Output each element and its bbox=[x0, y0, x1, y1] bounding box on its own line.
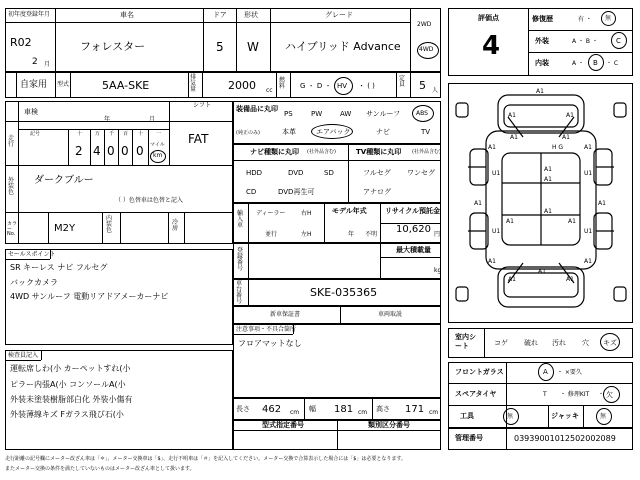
cert-manual: 車両取説 bbox=[378, 311, 403, 318]
disp-unit: cc bbox=[266, 87, 273, 94]
vehicle-box bbox=[5, 101, 233, 244]
sheet-scratch: キズ bbox=[603, 339, 617, 347]
name-title: 車名 bbox=[120, 11, 134, 19]
diagram-label-3: A1 bbox=[566, 112, 574, 119]
cap-unit: 人 bbox=[432, 87, 439, 94]
diagram-label-23: A1 bbox=[538, 268, 546, 275]
footer-line-2: またメーター交換の条件を満たしていないものはメーター改ざん車として扱います。 bbox=[5, 466, 195, 472]
diagram-label-10: A1 bbox=[474, 200, 482, 207]
disp-title: 排気量 bbox=[190, 74, 197, 93]
notes-box bbox=[233, 324, 441, 398]
drive-title: 2WD bbox=[417, 21, 432, 28]
navi-dvd-play: DVD再生可 bbox=[278, 188, 315, 196]
inspection-title: 検査員記入 bbox=[8, 352, 39, 359]
color-title: 外装色 bbox=[8, 177, 15, 196]
sales-point-line-2: バックカメラ bbox=[10, 278, 58, 287]
dim-width-title: 幅 bbox=[309, 405, 316, 413]
load-unit: kg bbox=[434, 267, 442, 274]
odo-unit-1: 十 bbox=[77, 131, 83, 137]
odo-digit-1: 2 bbox=[75, 144, 83, 158]
import-right-hand: 右H bbox=[301, 210, 312, 217]
cap-title: 定員 bbox=[399, 75, 406, 88]
grade-title: グレード bbox=[325, 11, 353, 19]
dim-length-title: 長さ bbox=[236, 405, 250, 413]
reg-month-unit: 月 bbox=[44, 61, 51, 68]
inspection-line-4: 外装薄線キズ Fガラス飛び石(小 bbox=[10, 410, 124, 419]
chassis-value: SKE-035365 bbox=[310, 286, 378, 299]
sheet-burn: コゲ bbox=[494, 339, 508, 347]
diagram-label-1: A1 bbox=[536, 88, 544, 95]
exterior-selected: C bbox=[616, 37, 621, 45]
sheet-dirt: 汚れ bbox=[552, 339, 566, 347]
navi-cd: CD bbox=[246, 188, 257, 196]
reg-month: 2 bbox=[32, 57, 38, 67]
type-cert-title: 型式指定番号 bbox=[262, 421, 304, 429]
dim-height-unit: cm bbox=[429, 409, 439, 416]
odo-digit-2: 4 bbox=[93, 144, 101, 158]
shift-value: FAT bbox=[188, 132, 209, 146]
equip-sunroof: サンルーフ bbox=[366, 110, 401, 118]
model-value: 5AA-SKE bbox=[102, 79, 150, 92]
exterior-options: A ・ B ・ bbox=[572, 38, 598, 45]
form-title: 形状 bbox=[244, 11, 258, 19]
chassis-title: 車台番号 bbox=[236, 280, 243, 305]
mgmt-value: 03939001012502002089 bbox=[514, 434, 616, 443]
rating-title: 評価点 bbox=[478, 14, 499, 22]
odo-unit-6: 一 bbox=[156, 131, 162, 137]
odo-unit-5: 十 bbox=[138, 131, 144, 137]
grade-value: ハイブリッド Advance bbox=[285, 40, 401, 53]
wear-title: 修復歴 bbox=[532, 15, 553, 23]
sales-point-title: セールスポイント bbox=[8, 251, 56, 258]
fuel-rest: ・ ( ) bbox=[358, 82, 375, 90]
sales-point-line-3: 4WD サンルーフ 電動リアドアメーカーナビ bbox=[10, 292, 169, 301]
odo-km: km bbox=[153, 152, 163, 159]
glass-title: フロントガラス bbox=[455, 368, 504, 376]
equip-navi: ナビ bbox=[376, 128, 390, 136]
diagram-label-9: A1 bbox=[544, 176, 552, 183]
diagram-label-2: A1 bbox=[508, 112, 516, 119]
door-count: 5 bbox=[216, 40, 224, 54]
exterior-title: 外装 bbox=[535, 37, 549, 45]
dim-width: 181 bbox=[334, 404, 354, 415]
diagram-label-16: U1 bbox=[584, 228, 593, 235]
dim-length: 462 bbox=[262, 404, 282, 415]
reg-no-title: 登録番号 bbox=[237, 247, 244, 272]
inspection-line-3: 外装未塗装樹脂部白化 外装小傷有 bbox=[10, 395, 133, 404]
notes-title: 注意事項・不具合箇所 bbox=[236, 326, 297, 333]
interior-title: 内装 bbox=[535, 59, 549, 67]
load-title: 最大積載量 bbox=[396, 246, 431, 254]
interior-selected: B bbox=[593, 59, 598, 67]
diagram-label-5: A1 bbox=[562, 134, 570, 141]
footer-line-1: 走行距離の記号欄にメーター改ざん車は「＊」、メーター交換車は「$」、走行不明車は「＃」を記入してください。メーター交換で合算表示した場合には「$」は必要となります。 bbox=[5, 456, 406, 462]
spare-t: T bbox=[543, 391, 547, 398]
equip-ps: PS bbox=[284, 110, 293, 118]
sales-point-line-1: SR キーレス ナビ フルセグ bbox=[10, 263, 108, 272]
equip-leather: 本革 bbox=[282, 128, 296, 136]
diagram-label-7: A1 bbox=[584, 144, 592, 151]
diagram-label-19: A1 bbox=[488, 258, 496, 265]
model-year-title: モデル年式 bbox=[332, 207, 367, 215]
jack-selected: 無 bbox=[600, 413, 607, 420]
import-title: 輸入車 bbox=[237, 210, 244, 229]
fuel-selected: HV bbox=[337, 82, 348, 90]
diagram-label-14: U1 bbox=[584, 170, 593, 177]
equip-tv: TV bbox=[421, 128, 431, 136]
import-dealer: ディーラー bbox=[256, 210, 286, 217]
tv-fullseg: フルセグ bbox=[363, 169, 391, 177]
interior-a: A ・ bbox=[572, 60, 585, 67]
diagram-label-8: A1 bbox=[544, 166, 552, 173]
odo-digit-4: 0 bbox=[121, 144, 129, 158]
color-note: （ ）色替車は色替と記入 bbox=[115, 197, 183, 204]
tv-title: TV種類に丸印 bbox=[356, 148, 402, 156]
fuel-title: 燃料 bbox=[279, 77, 286, 90]
sheet-tear: 破れ bbox=[524, 339, 538, 347]
diagram-label-6: A1 bbox=[488, 144, 496, 151]
equip-abs: ABS bbox=[416, 110, 428, 117]
wear-options: 有 ・ bbox=[578, 16, 592, 23]
tools-selected: 無 bbox=[507, 413, 514, 420]
diagram-label-4: A1 bbox=[510, 134, 518, 141]
cert-new-car: 新車保証書 bbox=[270, 311, 301, 318]
recycle-title: リサイクル預託金 bbox=[385, 207, 441, 215]
import-parallel: 並行 bbox=[265, 231, 278, 238]
navi-title: ナビ種類に丸印 bbox=[250, 148, 299, 156]
equip-pw: PW bbox=[311, 110, 323, 118]
dim-height: 171 bbox=[405, 404, 425, 415]
color-no-title: カラーNo. bbox=[7, 221, 18, 237]
inspect-month: 月 bbox=[149, 116, 156, 123]
import-left-hand: 左H bbox=[301, 231, 312, 238]
navi-sd: SD bbox=[324, 169, 334, 177]
diagram-label-12: A1 bbox=[544, 208, 552, 215]
glass-selected: A bbox=[543, 368, 548, 376]
diagram-label-17: A1 bbox=[506, 218, 514, 225]
tv-oneseg: ワンセグ bbox=[407, 169, 435, 177]
fuel-options: G ・ D ・ bbox=[300, 82, 332, 90]
odo-mile: マイル bbox=[150, 142, 165, 148]
dim-length-unit: cm bbox=[290, 409, 300, 416]
glass-rest: ・ ×要久 bbox=[557, 369, 582, 376]
inspect-title: 車検 bbox=[24, 108, 38, 116]
tools-title: 工具 bbox=[460, 412, 474, 420]
spare-selected: 欠 bbox=[606, 391, 613, 399]
drive-value: 4WD bbox=[419, 46, 434, 53]
odo-unit-3: 千 bbox=[109, 131, 115, 137]
navi-hdd: HDD bbox=[246, 169, 263, 177]
model-title: 型式 bbox=[57, 81, 70, 88]
inspect-year: 年 bbox=[104, 116, 111, 123]
inspection-line-2: ピラー内張A(小 コンソールA(小 bbox=[10, 380, 126, 389]
diagram-label-15: U1 bbox=[492, 228, 501, 235]
tv-title-note: (社外品含む) bbox=[412, 149, 441, 155]
aircon-title: 冷房 bbox=[172, 219, 179, 232]
disp-value: 2000 bbox=[228, 79, 256, 92]
reg-year: R02 bbox=[10, 36, 32, 49]
diagram-label-13: U1 bbox=[492, 170, 501, 177]
interior-c: ・ C bbox=[606, 60, 619, 67]
recycle-unit: 円 bbox=[434, 231, 441, 238]
diagram-label-22: A1 bbox=[566, 276, 574, 283]
odo-unit-4: 百 bbox=[123, 131, 129, 137]
spare-kit: ・ 修理KIT bbox=[560, 391, 590, 398]
certs-box bbox=[233, 306, 441, 324]
odo-title: 走行 bbox=[8, 135, 15, 148]
car-diagram bbox=[448, 83, 633, 323]
color-value: ダークブルー bbox=[34, 175, 94, 186]
door-title: ドア bbox=[213, 11, 227, 19]
dim-height-title: 高さ bbox=[376, 405, 390, 413]
equip-airbag: エアバック bbox=[316, 128, 351, 136]
inspection-line-1: 運転席しわ(小 カーペットすれ(小 bbox=[10, 364, 131, 373]
shift-title: シフト bbox=[193, 102, 212, 109]
cap-value: 5 bbox=[419, 79, 426, 92]
navi-dvd: DVD bbox=[288, 169, 304, 177]
interior-color-title: 内装色 bbox=[106, 215, 113, 234]
navi-title-note: (社外品含む) bbox=[307, 149, 336, 155]
odo-digit-5: 0 bbox=[136, 144, 144, 158]
interior-sheet-title: 室内シート bbox=[455, 333, 476, 351]
class-title: 類別区分番号 bbox=[368, 421, 410, 429]
model-year-unknown: 不明 bbox=[365, 231, 378, 238]
diagram-label-21: A1 bbox=[508, 276, 516, 283]
spare-title: スペアタイヤ bbox=[455, 390, 497, 398]
diagram-label-11: A1 bbox=[598, 200, 606, 207]
model-year-year: 年 bbox=[348, 231, 355, 238]
recycle-value: 10,620 bbox=[396, 224, 431, 235]
equipment-subtitle: (純正のみ) bbox=[236, 130, 260, 136]
diagram-label-20: A1 bbox=[584, 258, 592, 265]
dim-width-unit: cm bbox=[358, 409, 368, 416]
diagram-label-24: H G bbox=[552, 144, 564, 151]
notes-value: フロアマットなし bbox=[238, 339, 302, 348]
sheet-hole: 穴 bbox=[582, 339, 589, 347]
wear-selected: 無 bbox=[605, 15, 612, 22]
equipment-title: 装備品に丸印 bbox=[236, 105, 278, 113]
reg-date-title: 初年度登録年月 bbox=[8, 11, 51, 18]
equip-aw: AW bbox=[340, 110, 352, 118]
jack-title: ジャッキ bbox=[551, 412, 579, 420]
diagram-label-18: A1 bbox=[568, 218, 576, 225]
spare-dot: ・ bbox=[598, 391, 605, 398]
color-no: M2Y bbox=[54, 223, 76, 234]
car-name: フォレスター bbox=[80, 40, 146, 53]
mgmt-title: 管理番号 bbox=[455, 434, 483, 442]
rating-value: 4 bbox=[482, 31, 501, 61]
use-value: 自家用 bbox=[20, 80, 48, 90]
odo-unit-2: 万 bbox=[95, 131, 101, 137]
odo-unit-0: 記号 bbox=[30, 131, 41, 137]
tv-analog: アナログ bbox=[363, 188, 391, 196]
body-form: W bbox=[247, 40, 259, 54]
odo-digit-3: 0 bbox=[107, 144, 115, 158]
